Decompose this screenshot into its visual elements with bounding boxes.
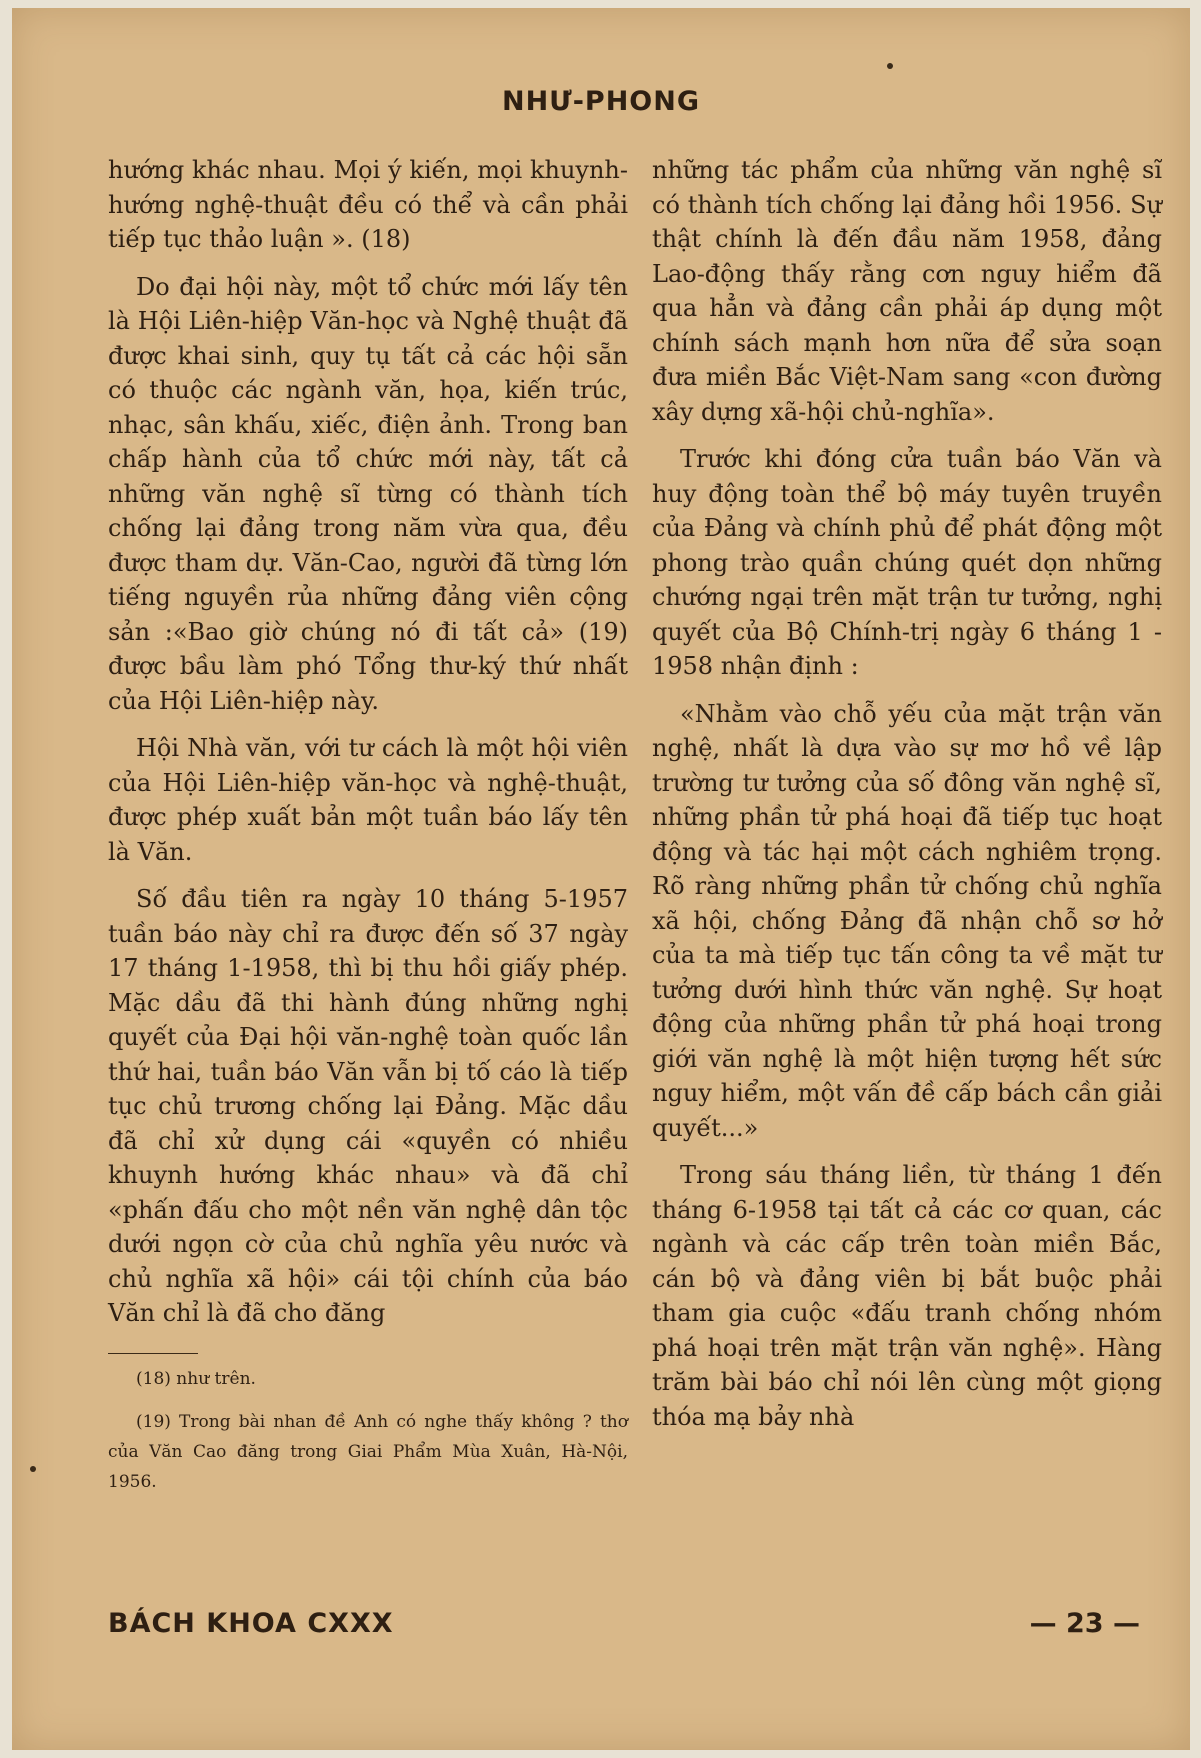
paragraph: Số đầu tiên ra ngày 10 tháng 5-1957 tuần báo này chỉ ra được đến số 37 ngày 17 tháng 1-1958, thì bị thu hồi giấy phép. Mặc dầu đã thi hành đúng những nghị quyết của Đại hội văn-nghệ toàn quốc lần thứ hai, tuần báo Văn vẫn bị tố cáo là tiếp tục chủ trương chống lại Đảng. Mặc dầu đã chỉ xử dụng cái «quyền có nhiều khuynh hướng khác nhau» và đã chỉ «phấn đấu cho một nền văn nghệ dân tộc dưới ngọn cờ của chủ nghĩa yêu nước và chủ nghĩa xã hội» cái tội chính của báo Văn chỉ là đã cho đăng: [108, 885, 628, 1327]
footnote-18: (18) như trên.: [136, 1368, 256, 1389]
paragraph: Hội Nhà văn, với tư cách là một hội viên của Hội Liên-hiệp văn-học và nghệ-thuật, được phép xuất bản một tuần báo lấy tên là Văn.: [108, 734, 628, 866]
book-page: [12, 8, 1190, 1750]
right-column: [652, 153, 1162, 1447]
footnote-19: (19) Trong bài nhan đề Anh có nghe thấy không ? thơ của Văn Cao đăng trong Giai Phẩm Mùa Xuân, Hà-Nội, 1956.: [108, 1411, 628, 1492]
left-column: [108, 153, 628, 1510]
paragraph: Trước khi đóng cửa tuần báo Văn và huy động toàn thể bộ máy tuyên truyền của Đảng và chính phủ để phát động một phong trào quần chúng quét dọn những chướng ngại trên mặt trận tư tưởng, nghị quyết của Bộ Chính-trị ngày 6 tháng 1 - 1958 nhận định :: [652, 445, 1162, 680]
paragraph: những tác phẩm của những văn nghệ sĩ có thành tích chống lại đảng hồi 1956. Sự thật chính là đến đầu năm 1958, đảng Lao-động thấy rằng cơn nguy hiểm đã qua hẳn và đảng cần phải áp dụng một chính sách mạnh hơn nữa để sửa soạn đưa miền Bắc Việt-Nam sang «con đường xây dựng xã-hội chủ-nghĩa».: [652, 156, 1162, 426]
footnote-rule: [108, 1353, 198, 1354]
ink-speck: [887, 63, 893, 69]
paragraph: hướng khác nhau. Mọi ý kiến, mọi khuynh-hướng nghệ-thuật đều có thể và cần phải tiếp tục thảo luận ». (18): [108, 156, 628, 253]
running-head: NHƯ-PHONG: [501, 86, 701, 117]
quotation: «Nhằm vào chỗ yếu của mặt trận văn nghệ, nhất là dựa vào sự mơ hồ về lập trường tư tưởng của số đông văn nghệ sĩ, những phần tử phá hoại đã tiếp tục hoạt động và tác hại một cách nghiêm trọng. Rõ ràng những phần tử chống chủ nghĩa xã hội, chống Đảng đã nhận chỗ sơ hở của ta mà tiếp tục tấn công ta về mặt tư tưởng dưới hình thức văn nghệ. Sự hoạt động của những phần tử phá hoại trong giới văn nghệ là một hiện tượng hết sức nguy hiểm, một vấn đề cấp bách cần giải quyết...»: [652, 699, 1162, 1142]
paragraph: Do đại hội này, một tổ chức mới lấy tên là Hội Liên-hiệp Văn-học và Nghệ thuật đã được khai sinh, quy tụ tất cả các hội sẵn có thuộc các ngành văn, họa, kiến trúc, nhạc, sân khấu, xiếc, điện ảnh. Trong ban chấp hành của tổ chức mới này, tất cả những văn nghệ sĩ từng có thành tích chống lại đảng trong năm vừa qua, đều được tham dự. Văn-Cao, người đã từng lớn tiếng nguyền rủa những đảng viên cộng sản :«Bao giờ chúng nó đi tất cả» (19) được bầu làm phó Tổng thư-ký thứ nhất của Hội Liên-hiệp này.: [108, 272, 628, 715]
ink-speck: [30, 1466, 36, 1472]
journal-footer: BÁCH KHOA CXXX: [108, 1608, 394, 1639]
page-number: — 23 —: [1029, 1608, 1140, 1639]
paragraph: Trong sáu tháng liền, từ tháng 1 đến tháng 6-1958 tại tất cả các cơ quan, các ngành và các cấp trên toàn miền Bắc, cán bộ và đảng viên bị bắt buộc phải tham gia cuộc «đấu tranh chống nhóm phá hoại trên mặt trận văn nghệ». Hàng trăm bài báo chỉ nói lên cùng một giọng thóa mạ bảy nhà: [652, 1161, 1162, 1431]
